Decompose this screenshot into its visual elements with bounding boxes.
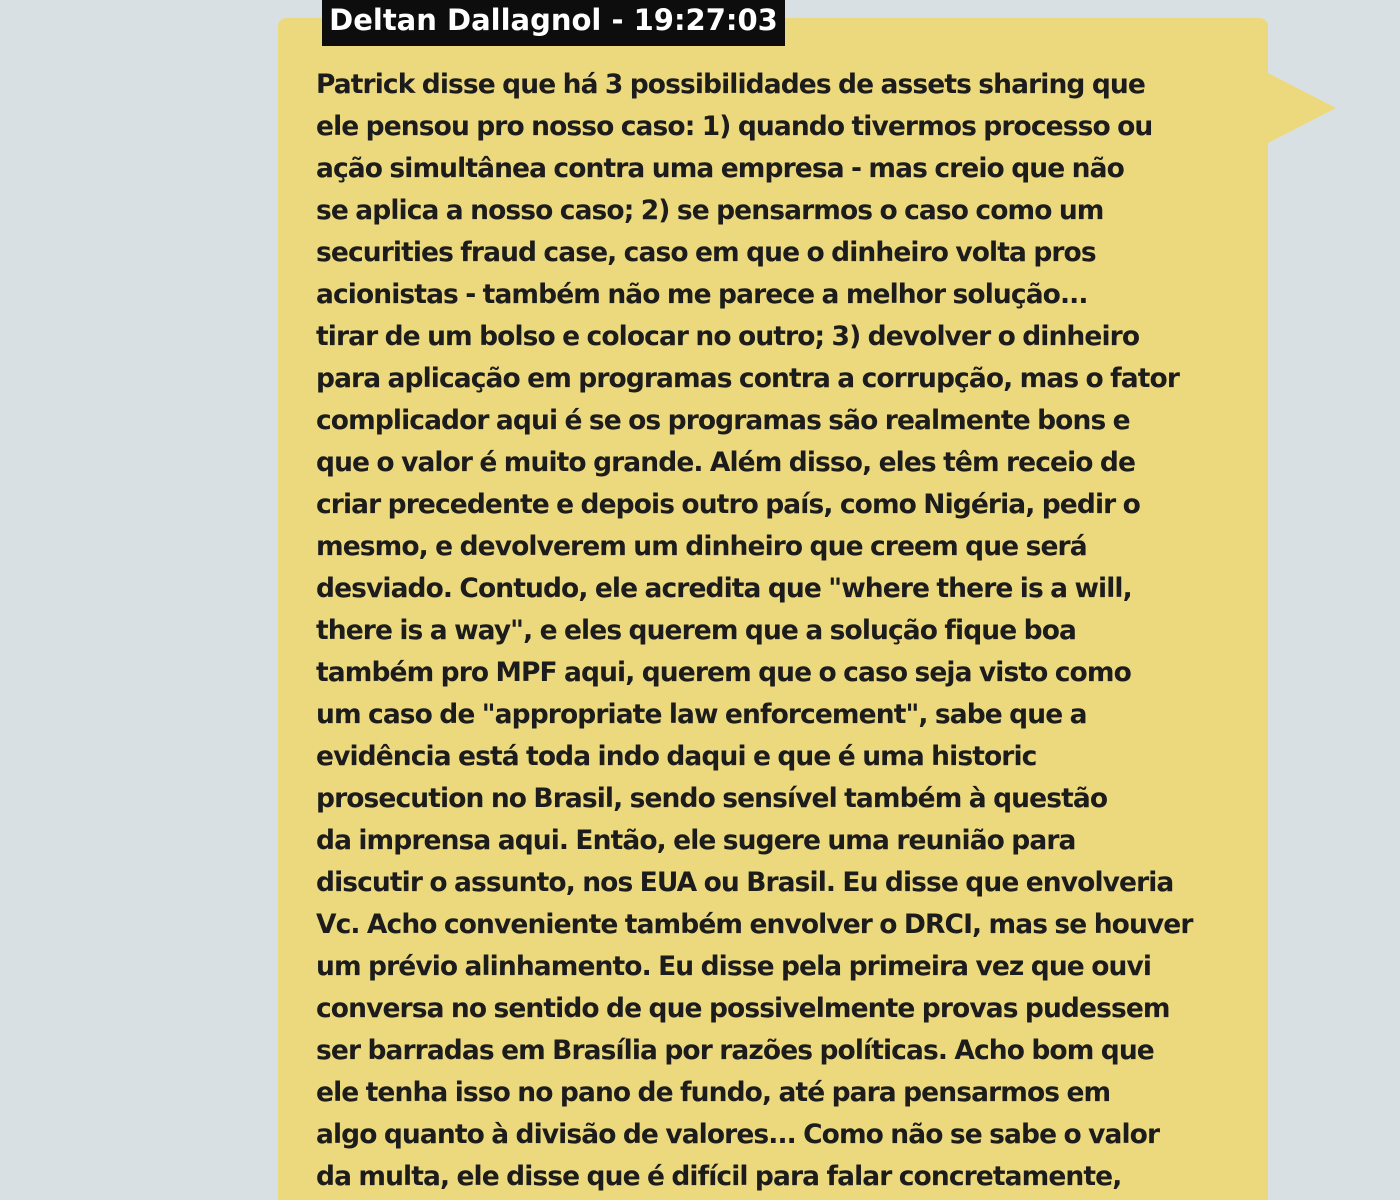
message-line: um caso de "appropriate law enforcement", sabe que a: [316, 699, 1087, 730]
message-line: algo quanto à divisão de valores... Como não se sabe o valor: [316, 1119, 1160, 1150]
message-line: ele tenha isso no pano de fundo, até para pensarmos em: [316, 1077, 1111, 1108]
message-line: ser barradas em Brasília por razões políticas. Acho bom que: [316, 1035, 1154, 1066]
message-line: mesmo, e devolverem um dinheiro que creem que será: [316, 531, 1087, 562]
message-line: Vc. Acho conveniente também envolver o DRCI, mas se houver: [316, 909, 1193, 940]
message-line: tirar de um bolso e colocar no outro; 3) devolver o dinheiro: [316, 321, 1140, 352]
message-line: complicador aqui é se os programas são realmente bons e: [316, 405, 1130, 436]
message-line: Patrick disse que há 3 possibilidades de assets sharing que: [316, 69, 1145, 100]
message-line: da multa, ele disse que é difícil para falar concretamente,: [316, 1161, 1122, 1192]
message-line: um prévio alinhamento. Eu disse pela primeira vez que ouvi: [316, 951, 1152, 982]
message-line: discutir o assunto, nos EUA ou Brasil. Eu disse que envolveria: [316, 867, 1174, 898]
message-line: evidência está toda indo daqui e que é uma historic: [316, 741, 1037, 772]
message-line: desviado. Contudo, ele acredita que "where there is a will,: [316, 573, 1132, 604]
message-line: prosecution no Brasil, sendo sensível também à questão: [316, 783, 1108, 814]
message-text: [316, 64, 1246, 1198]
message-line: acionistas - também não me parece a melhor solução...: [316, 279, 1088, 310]
message-line: que o valor é muito grande. Além disso, eles têm receio de: [316, 447, 1136, 478]
message-line: there is a way", e eles querem que a solução fique boa: [316, 615, 1076, 646]
message-line: ação simultânea contra uma empresa - mas creio que não: [316, 153, 1124, 184]
message-line: ele pensou pro nosso caso: 1) quando tivermos processo ou: [316, 111, 1153, 142]
message-line: criar precedente e depois outro país, como Nigéria, pedir o: [316, 489, 1140, 520]
message-sender-header: Deltan Dallagnol - 19:27:03: [322, 0, 785, 46]
message-line: da imprensa aqui. Então, ele sugere uma reunião para: [316, 825, 1076, 856]
message-line: para aplicação em programas contra a corrupção, mas o fator: [316, 363, 1180, 394]
message-line: conversa no sentido de que possivelmente provas pudessem: [316, 993, 1170, 1024]
bubble-tail: [1266, 72, 1336, 144]
message-line: se aplica a nosso caso; 2) se pensarmos o caso como um: [316, 195, 1104, 226]
message-line: também pro MPF aqui, querem que o caso seja visto como: [316, 657, 1131, 688]
message-line: securities fraud case, caso em que o dinheiro volta pros: [316, 237, 1096, 268]
